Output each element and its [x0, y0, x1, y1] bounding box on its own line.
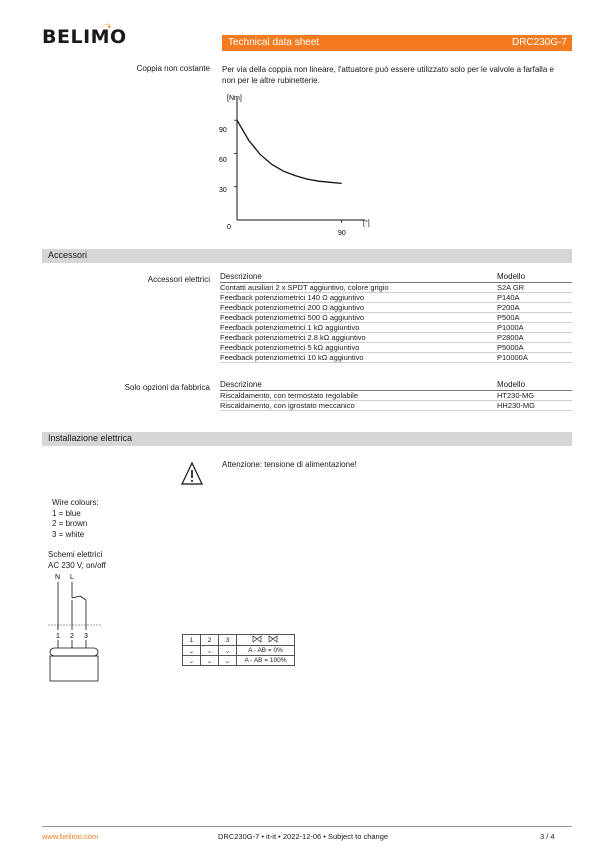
table-row [220, 342, 572, 352]
torque-text-line1: Per via della coppia non lineare, l'attuatore può essere utilizzato solo per le valvole a farfalla e [222, 65, 554, 74]
schemes-sub: AC 230 V, on/off [48, 560, 106, 570]
row-desc: Feedback potenziometrici 2.8 kΩ aggiuntivo [220, 332, 366, 342]
switch-sym-3b: ⌄ [219, 656, 237, 666]
row-model: P500A [497, 312, 520, 322]
footer-page-number: 3 / 4 [540, 832, 555, 841]
row-desc: Feedback potenziometrici 1 kΩ aggiuntivo [220, 322, 360, 332]
switch-sym-2b: ⌄ [201, 656, 219, 666]
col-model: Modello [497, 272, 572, 282]
row-desc: Riscaldamento, con termostato regolabile [220, 390, 358, 400]
y-tick-30: 30 [219, 187, 227, 194]
belimo-logo: BELIMO [42, 26, 127, 48]
acc-group1-label: Accessori elettrici [147, 275, 210, 284]
switch-sym-2a: ⌄ [201, 646, 219, 656]
torque-curve [237, 120, 342, 183]
svg-text:N: N [55, 574, 61, 581]
row-model: P200A [497, 302, 520, 312]
valve-symbol-icon [237, 635, 295, 646]
row-desc: Feedback potenziometrici 200 Ω aggiuntivo [220, 302, 365, 312]
row-model: S2A GR [497, 282, 525, 292]
footer-url[interactable]: www.belimo.com [42, 832, 99, 841]
warning-text: Attenzione: tensione di alimentazione! [222, 460, 357, 469]
table-row [220, 332, 572, 342]
row-desc: Feedback potenziometrici 140 Ω aggiuntivo [220, 292, 365, 302]
torque-label: Coppia non costante [136, 64, 210, 73]
row-model: P1000A [497, 322, 524, 332]
logo-swoosh-icon [97, 22, 111, 32]
row-desc: Feedback potenziometrici 10 kΩ aggiuntivo [220, 352, 364, 362]
torque-text-line2: non per le altre rubinetterie. [222, 76, 320, 85]
section-installazione: Installazione elettrica [42, 432, 572, 446]
svg-text:1: 1 [56, 633, 60, 640]
row-model: P10000A [497, 352, 528, 362]
th-2: 2 [201, 635, 219, 646]
table-row [220, 352, 572, 362]
wire-title: Wire colours: [52, 498, 99, 507]
schemes-title: Schemi elettrici [48, 550, 103, 559]
switch-sym-1a: ⌄ [183, 646, 201, 656]
svg-text:L: L [70, 574, 74, 581]
th-1: 1 [183, 635, 201, 646]
switch-table [182, 634, 295, 666]
row-0pct: A - AB = 0% [237, 646, 295, 656]
wiring-schemes [48, 550, 106, 571]
table-row [220, 322, 572, 332]
svg-text:3: 3 [84, 633, 88, 640]
acc-group2-label: Solo opzioni da fabbrica [124, 383, 210, 392]
col-desc: Descrizione [220, 272, 497, 282]
y-tick-60: 60 [219, 157, 227, 164]
row-desc: Contatti ausiliari 2 x SPDT aggiuntivo, colore grigio [220, 282, 389, 292]
footer-doc-info: DRC230G-7 • it-it • 2022-12-06 • Subject to change [218, 832, 389, 841]
table-row [220, 400, 572, 410]
switch-sym-1b: ⌄ [183, 656, 201, 666]
wire-3: 3 = white [52, 529, 85, 539]
table-row [220, 302, 572, 312]
x-tick-90: 90 [338, 230, 346, 237]
torque-text [222, 64, 572, 86]
table-row [220, 312, 572, 322]
wire-1: 1 = blue [52, 508, 81, 518]
row-desc: Feedback potenziometrici 5 kΩ aggiuntivo [220, 342, 360, 352]
acc-table-1 [220, 272, 572, 363]
torque-chart [215, 90, 385, 240]
acc-table-2 [220, 380, 572, 411]
footer-divider [42, 826, 572, 827]
wiring-diagram [46, 570, 106, 685]
table-row [220, 292, 572, 302]
header-bar [222, 35, 572, 51]
table-row [220, 282, 572, 292]
section-accessori: Accessori [42, 249, 572, 263]
col-model2: Modello [497, 380, 572, 390]
row-model: HT230-MG [497, 390, 535, 400]
row-desc: Riscaldamento, con igrostato meccanico [220, 400, 355, 410]
warning-icon [180, 460, 204, 488]
row-model: P2800A [497, 332, 524, 342]
table-row [220, 390, 572, 400]
th-3: 3 [219, 635, 237, 646]
wire-2: 2 = brown [52, 519, 88, 528]
row-100pct: A - AB = 100% [237, 656, 295, 666]
row-model: HH230-MG [497, 400, 535, 410]
row-desc: Feedback potenziometrici 500 Ω aggiuntivo [220, 312, 365, 322]
x-axis-label: [°] [363, 220, 370, 227]
switch-sym-3a: ⌄ [219, 646, 237, 656]
row-model: P140A [497, 292, 520, 302]
col-desc2: Descrizione [220, 380, 497, 390]
row-model: P5000A [497, 342, 524, 352]
y-axis-label: [Nm] [227, 95, 242, 102]
x-tick-0: 0 [227, 224, 231, 231]
doc-title: Technical data sheet [228, 37, 320, 48]
y-tick-90: 90 [219, 127, 227, 134]
wire-colours [52, 498, 99, 540]
svg-text:2: 2 [70, 633, 74, 640]
doc-model: DRC230G-7 [511, 37, 567, 48]
